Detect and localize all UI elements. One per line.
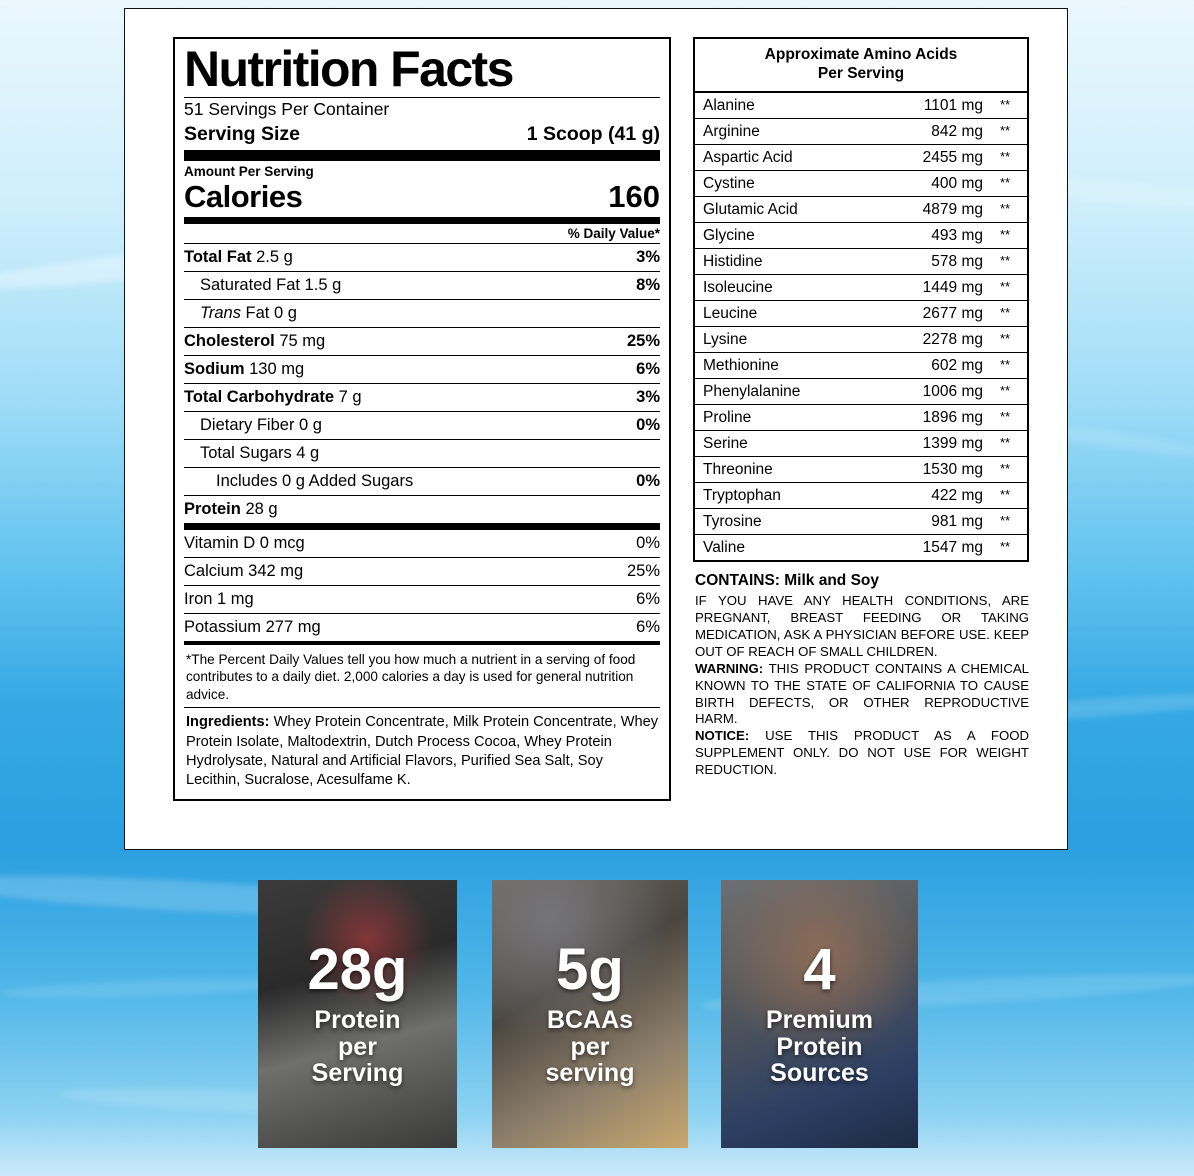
amino-title-line2: Per Serving [817,64,905,82]
feature-badge [258,880,457,1148]
nutrient-name: Cholesterol 75 mg [184,332,326,350]
amino-acid-footnote-marker: ** [999,382,1011,398]
amino-and-warnings-column [693,37,1029,801]
feature-badges [258,880,918,1148]
amino-acid-amount: 2455 mg [922,148,983,166]
nutrient-name: Total Fat 2.5 g [184,248,293,266]
amino-acid-footnote-marker: ** [999,122,1011,138]
amino-acid-row [695,483,1027,509]
nutrient-name: Trans Fat 0 g [200,304,297,322]
usage-notice [695,728,1029,779]
daily-value-header: % Daily Value* [567,226,660,241]
nutrient-row [184,384,660,412]
amino-acid-amount: 602 mg [931,356,983,374]
nutrient-daily-value: 8% [636,276,660,294]
nutrient-row [184,440,660,468]
nutrition-facts-box [173,37,671,801]
nutrient-row [184,328,660,356]
badge-value: 4 [803,937,836,1003]
nutrient-name: Protein 28 g [184,500,278,518]
amino-acid-footnote-marker: ** [999,408,1011,424]
amino-acid-amount: 1547 mg [922,538,983,556]
amino-acid-row [695,431,1027,457]
amino-acid-footnote-marker: ** [999,174,1011,190]
amino-acid-amount: 1449 mg [922,278,983,296]
amino-acid-amount: 2278 mg [922,330,983,348]
serving-size-row [184,122,660,150]
amino-acid-row [695,249,1027,275]
calories-label: Calories [184,179,303,214]
nutrient-name: Total Sugars 4 g [200,444,320,462]
nutrient-name: Sodium 130 mg [184,360,305,378]
vitamin-name: Calcium 342 mg [184,562,304,580]
amino-acid-row [695,327,1027,353]
vitamin-row [184,614,660,641]
amino-acid-row [695,171,1027,197]
vitamin-daily-value: 0% [636,534,660,552]
warning-text: THIS PRODUCT CONTAINS A CHEMICAL KNOWN TO THE STATE OF CALIFORNIA TO CAUSE BIRTH DEFECTS, OR OTHER REPRODUCTIVE HARM. [695,660,1029,727]
amino-acid-footnote-marker: ** [999,278,1011,294]
amino-acid-name: Glutamic Acid [703,200,798,218]
amino-acid-name: Cystine [703,174,755,192]
nutrient-row [184,496,660,523]
amino-acid-name: Proline [703,408,752,426]
amino-acid-name: Isoleucine [703,278,773,296]
amount-per-serving-label: Amount Per Serving [184,164,314,179]
vitamin-row [184,586,660,614]
warning-label: WARNING: [695,660,764,676]
serving-size-label: Serving Size [184,123,300,145]
nutrient-row [184,356,660,384]
nutrient-row [184,468,660,496]
feature-badge [721,880,918,1148]
prop65-warning [695,661,1029,729]
amino-acid-name: Alanine [703,96,755,114]
amino-acid-name: Tryptophan [703,486,781,504]
amino-acid-name: Aspartic Acid [703,148,793,166]
nutrient-name: Saturated Fat 1.5 g [200,276,342,294]
feature-badge [492,880,688,1148]
amino-acid-footnote-marker: ** [999,538,1011,554]
notice-label: NOTICE: [695,728,750,744]
ingredients-text: Whey Protein Concentrate, Milk Protein Concentrate, Whey Protein Isolate, Maltodextrin, Dutch Process Cocoa, Whey Protein Hydrolysate, Natural and Artificial Flavors, Purified Sea Salt, Soy Lecithin, Sucralose, Acesulfame K. [186,714,659,789]
amino-acid-row [695,145,1027,171]
nutrient-row [184,412,660,440]
nutrient-daily-value: 3% [636,248,660,266]
nutrient-name: Dietary Fiber 0 g [200,416,322,434]
amino-acid-rows [695,93,1027,560]
amino-acid-footnote-marker: ** [999,200,1011,216]
amino-acid-row [695,405,1027,431]
amino-acid-footnote-marker: ** [999,434,1011,450]
nutrient-row [184,244,660,272]
vitamin-row [184,530,660,558]
nutrient-daily-value: 6% [636,360,660,378]
amino-acid-footnote-marker: ** [999,356,1011,372]
amino-acid-amount: 842 mg [931,122,983,140]
amino-acid-name: Valine [703,538,745,556]
nutrient-daily-value: 0% [636,416,660,434]
amino-acid-row [695,275,1027,301]
calories-value: 160 [608,179,660,214]
nutrient-row [184,300,660,328]
calories-row [184,179,660,217]
amino-acid-footnote-marker: ** [999,330,1011,346]
daily-value-footnote: *The Percent Daily Values tell you how much a nutrient in a serving of food contributes to a daily diet. 2,000 calories a day is used for general nutrition advice. [186,652,636,702]
amino-acid-name: Threonine [703,460,773,478]
amino-acid-row [695,379,1027,405]
amino-acid-amount: 1896 mg [922,408,983,426]
ingredients-label: Ingredients: [186,714,270,731]
amino-acid-amount: 4879 mg [922,200,983,218]
amino-acid-name: Glycine [703,226,755,244]
nutrition-facts-title: Nutrition Facts [184,41,513,97]
amino-acid-row [695,509,1027,535]
amino-acids-title [695,39,1027,93]
amino-acid-row [695,457,1027,483]
amino-acid-amount: 1399 mg [922,434,983,452]
amino-acid-name: Phenylalanine [703,382,801,400]
amino-acids-box [693,37,1029,562]
vitamin-name: Vitamin D 0 mcg [184,534,305,552]
badge-caption: Protein per Serving [311,1006,404,1088]
nutrient-daily-value: 3% [636,388,660,406]
amino-acid-name: Lysine [703,330,748,348]
amino-acid-row [695,223,1027,249]
amino-acid-row [695,93,1027,119]
amino-acid-footnote-marker: ** [999,304,1011,320]
amino-acid-name: Tyrosine [703,512,762,530]
amino-acid-amount: 578 mg [931,252,983,270]
nutrient-name: Includes 0 g Added Sugars [216,472,414,490]
amino-acid-amount: 1006 mg [922,382,983,400]
amino-acid-amount: 400 mg [931,174,983,192]
notice-text: USE THIS PRODUCT AS A FOOD SUPPLEMENT ONLY. DO NOT USE FOR WEIGHT REDUCTION. [695,728,1029,778]
amino-acid-amount: 422 mg [931,486,983,504]
supplement-label-panel [124,8,1068,850]
amino-acid-row [695,535,1027,560]
water-decoration [0,975,300,1001]
amino-acid-name: Leucine [703,304,758,322]
amino-title-line1: Approximate Amino Acids [764,46,958,63]
nutrient-daily-value: 25% [626,332,660,350]
vitamin-daily-value: 6% [636,590,660,608]
ingredients-block [184,708,660,793]
vitamin-row [184,558,660,586]
amino-acid-footnote-marker: ** [999,96,1011,112]
amino-acid-footnote-marker: ** [999,460,1011,476]
amino-acid-name: Arginine [703,122,760,140]
nutrient-name: Total Carbohydrate 7 g [184,388,362,406]
amino-acid-amount: 2677 mg [922,304,983,322]
vitamin-daily-value: 6% [636,618,660,636]
warnings-block [693,593,1029,781]
amino-acid-row [695,119,1027,145]
servings-per-container: 51 Servings Per Container [184,99,390,119]
vitamin-rows [184,530,660,641]
vitamin-name: Iron 1 mg [184,590,254,608]
nutrient-rows [184,244,660,523]
amino-acid-footnote-marker: ** [999,226,1011,242]
amino-acid-name: Methionine [703,356,779,374]
badge-value: 5g [556,937,624,1003]
badge-caption: Premium Protein Sources [766,1006,873,1088]
nutrient-daily-value: 0% [636,472,660,490]
badge-caption: BCAAs per serving [545,1006,635,1088]
amino-acid-footnote-marker: ** [999,252,1011,268]
nutrient-row [184,272,660,300]
amino-acid-row [695,301,1027,327]
vitamin-name: Potassium 277 mg [184,618,321,636]
amino-acid-amount: 1530 mg [922,460,983,478]
badge-value: 28g [307,937,408,1003]
amino-acid-row [695,353,1027,379]
amino-acid-name: Histidine [703,252,763,270]
amino-acid-amount: 1101 mg [923,96,983,114]
amino-acid-footnote-marker: ** [999,486,1011,502]
serving-size-value: 1 Scoop (41 g) [526,123,660,145]
amino-acid-row [695,197,1027,223]
contains-allergens: CONTAINS: Milk and Soy [695,572,880,590]
amino-acid-footnote-marker: ** [999,148,1011,164]
amino-acid-footnote-marker: ** [999,512,1011,528]
amino-acid-amount: 981 mg [931,512,983,530]
health-conditions-text: IF YOU HAVE ANY HEALTH CONDITIONS, ARE PREGNANT, BREAST FEEDING OR TAKING MEDICATION, ASK A PHYSICIAN BEFORE USE. KEEP OUT OF REACH OF SMALL CHILDREN. [695,593,1029,659]
amino-acid-name: Serine [703,434,748,452]
amino-acid-amount: 493 mg [931,226,983,244]
vitamin-daily-value: 25% [626,562,660,580]
